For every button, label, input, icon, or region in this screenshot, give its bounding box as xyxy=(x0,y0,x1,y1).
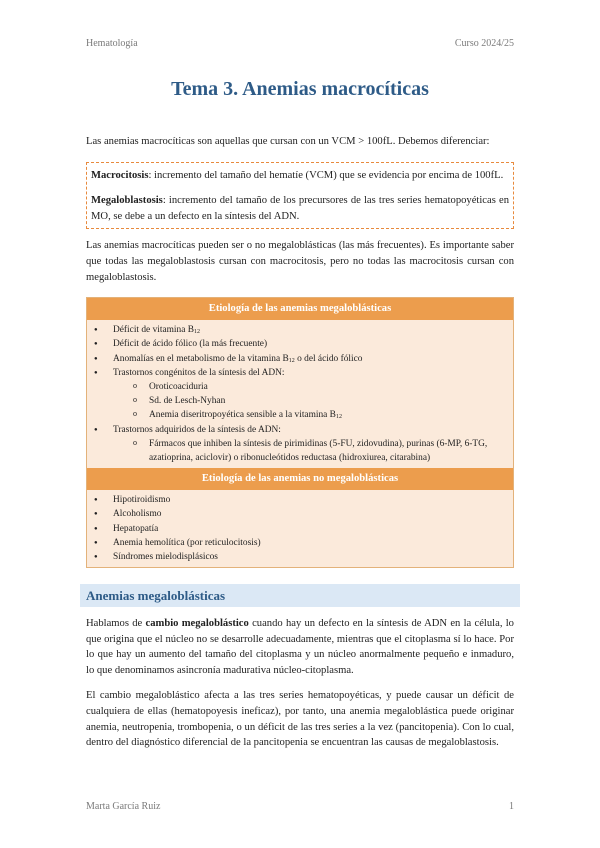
list-item: ● Déficit de ácido fólico (la más frecuente) xyxy=(93,337,507,351)
definition-text: : incremento del tamaño de los precursores de las tres series hematopoyéticas en MO, se debe a un defecto en la síntesis del ADN. xyxy=(91,195,509,222)
main-content xyxy=(86,134,514,568)
list-item: ● Anomalías en el metabolismo de la vitamina $B_{12}$ o del ácido fólico xyxy=(93,352,507,366)
definition-term: Megaloblastosis xyxy=(91,195,163,207)
list-item: ● Hipotiroidismo xyxy=(93,493,507,507)
definitions-box xyxy=(86,162,514,230)
list-item: ● Síndromes mielodisplásicos xyxy=(93,550,507,564)
section-paragraph-2: El cambio megaloblástico afecta a las tres series hematopoyéticas, y puede causar un déficit de cualquiera de ellas (hematopoyesis ineficaz), por tanto, una anemia megaloblástica puede originar anemia, neutropenia, trombopenia, o un déficit de las tres series a la vez (pancitopenia). Con lo cual, dentro del diagnóstico diferencial de la pancitopenia se encuentran las causas de megaloblastosis. xyxy=(86,690,514,749)
intro-paragraph: Las anemias macrocíticas son aquellas que cursan con un VCM > 100fL. Debemos diferenciar: xyxy=(86,136,490,147)
header-subject: Hematología xyxy=(86,38,138,49)
definition-megaloblastosis xyxy=(91,193,509,224)
footer-author: Marta García Ruiz xyxy=(86,801,161,812)
explanation-paragraph: Las anemias macrocíticas pueden ser o no megaloblásticas (las más frecuentes). Es importante saber que todas las megaloblastosis cursan con macrocitosis, pero no todas las macrocitosis cursan con megaloblastosis. xyxy=(86,240,514,283)
etiology-table xyxy=(86,297,514,568)
definition-term: Macrocitosis xyxy=(91,169,149,181)
list-item: ● Déficit de vitamina $B_{12}$ xyxy=(93,323,507,337)
section-heading: Anemias megaloblásticas xyxy=(80,584,520,607)
table-header-non-megaloblastic: Etiología de las anemias no megaloblásticas xyxy=(87,468,513,490)
sub-list-item: o Anemia diseritropoyética sensible a la vitamina $B_{12}$ xyxy=(133,408,507,422)
sub-list-item: o Oroticoaciduria xyxy=(133,380,507,394)
page-number: 1 xyxy=(509,801,514,812)
list-item: ● Trastornos adquiridos de la síntesis de ADN: o Fármacos que inhiben la síntesis de pirimidinas (5-FU, zidovudina), purinas (6-MP, 6-TG, azatioprina, aciclovir) o ribonucleótidos reductasa (hidroxiurea, citarabina) xyxy=(93,423,507,466)
sub-list-item: o Fármacos que inhiben la síntesis de pirimidinas (5-FU, zidovudina), purinas (6-MP, 6-TG, azatioprina, aciclovir) o ribonucleótidos reductasa (hidroxiurea, citarabina) xyxy=(133,437,507,465)
definition-text: : incremento del tamaño del hematíe (VCM) que se evidencia por encima de 100fL. xyxy=(148,169,504,181)
section-body xyxy=(86,616,514,751)
list-item: ● Alcoholismo xyxy=(93,507,507,521)
list-item: ● Trastornos congénitos de la síntesis del ADN: o Oroticoaciduria o Sd. de Lesch-Nyhan o Anemia diseritropoyética sensible a la vitamina $B_{12}$ xyxy=(93,366,507,423)
list-item: ● Hepatopatía xyxy=(93,522,507,536)
section-paragraph-1: Hablamos de cambio megaloblástico cuando hay un defecto en la síntesis de ADN en la célula, lo que origina que el núcleo no se desarrolle adecuadamente, mientras que el citoplasma sí lo hace. Por lo que hay un aumento del tamaño del citoplasma y un núcleo anormalmente pequeño e inmaduro, lo que denominamos asincronía madurativa núcleo-citoplasma. xyxy=(86,618,514,676)
header-course: Curso 2024/25 xyxy=(454,38,514,49)
page-footer xyxy=(86,801,514,812)
key-term: cambio megaloblástico xyxy=(145,618,249,629)
page-title: Tema 3. Anemias macrocíticas xyxy=(171,78,429,100)
table-body-megaloblastic xyxy=(87,320,513,468)
table-body-non-megaloblastic xyxy=(87,490,513,567)
page-header xyxy=(86,38,514,49)
table-header-megaloblastic: Etiología de las anemias megaloblásticas xyxy=(87,298,513,320)
definition-macrocitosis xyxy=(91,168,509,184)
list-item: ● Anemia hemolítica (por reticulocitosis) xyxy=(93,536,507,550)
sub-list-item: o Sd. de Lesch-Nyhan xyxy=(133,394,507,408)
